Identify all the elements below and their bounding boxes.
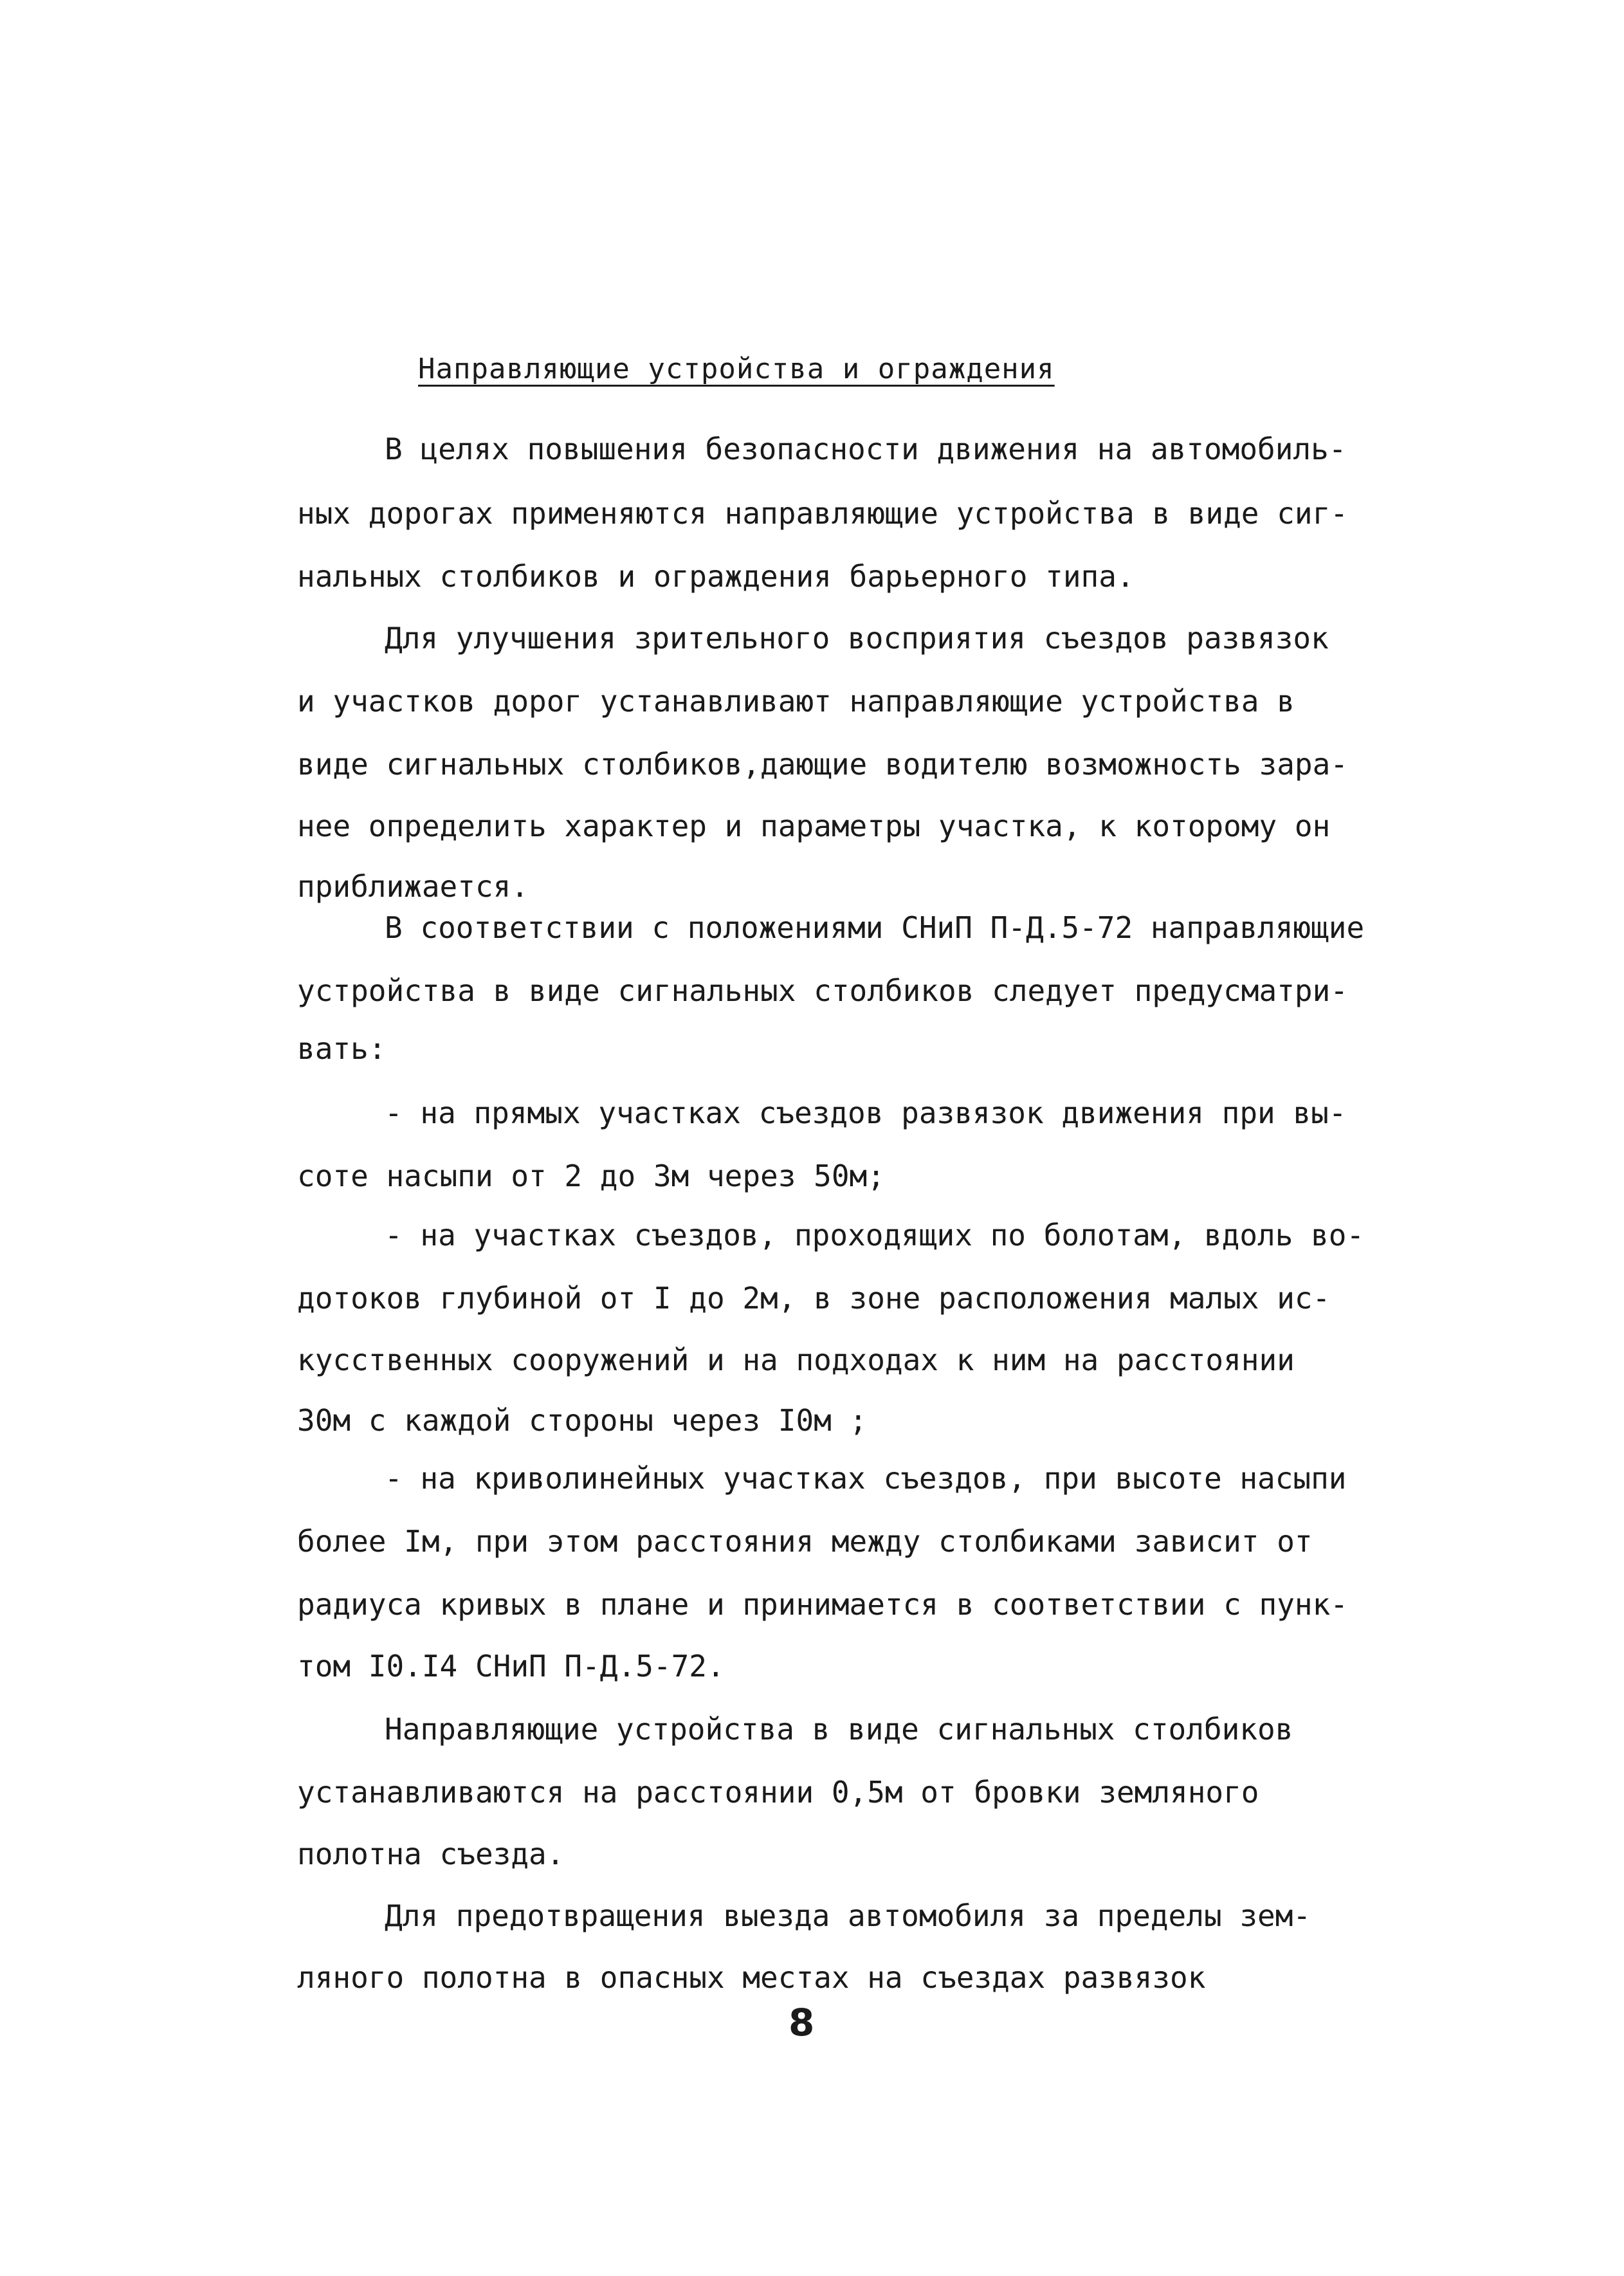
text-line: более Iм, при этом расстояния между столбиками зависит от	[297, 1524, 1313, 1559]
text-line: кусственных сооружений и на подходах к ним на расстоянии	[297, 1343, 1295, 1377]
page-number: 8	[789, 2001, 815, 2044]
text-line: устройства в виде сигнальных столбиков следует предусматри-	[297, 973, 1348, 1008]
text-line: Для предотвращения выезда автомобиля за пределы зем-	[385, 1898, 1311, 1933]
section-heading: Направляющие устройства и ограждения	[418, 353, 1055, 385]
text-line: Для улучшения зрительного восприятия съездов развязок	[385, 621, 1329, 656]
text-line: В соответствии с положениями СНиП П-Д.5-72 направляющие	[385, 910, 1365, 945]
text-line: соте насыпи от 2 до 3м через 50м;	[297, 1159, 885, 1193]
text-line: устанавливаются на расстоянии 0,5м от бровки земляного	[297, 1775, 1259, 1810]
text-line: - на прямых участках съездов развязок движения при вы-	[385, 1096, 1347, 1130]
text-line: виде сигнальных столбиков,дающие водителю возможность зара-	[297, 747, 1348, 782]
text-line: - на криволинейных участках съездов, при высоте насыпи	[385, 1461, 1347, 1496]
text-line: полотна съезда.	[297, 1837, 565, 1871]
text-line: Направляющие устройства в виде сигнальных столбиков	[385, 1712, 1293, 1747]
text-line: ляного полотна в опасных местах на съездах развязок	[297, 1960, 1206, 1995]
text-line: нее определить характер и параметры участка, к которому он	[297, 809, 1331, 843]
text-line: дотоков глубиной от I до 2м, в зоне расположения малых ис-	[297, 1281, 1331, 1316]
text-line: вать:	[297, 1031, 387, 1066]
text-line: - на участках съездов, проходящих по болотам, вдоль во-	[385, 1218, 1365, 1253]
text-line: нальных столбиков и ограждения барьерного типа.	[297, 559, 1135, 594]
text-line: приближается.	[297, 869, 529, 904]
text-line: В целях повышения безопасности движения на автомобиль-	[385, 432, 1347, 466]
text-line: 30м с каждой стороны через I0м ;	[297, 1403, 868, 1438]
text-line: радиуса кривых в плане и принимается в соответствии с пунк-	[297, 1587, 1348, 1622]
text-line: ных дорогах применяются направляющие устройства в виде сиг-	[297, 496, 1348, 531]
text-line: том I0.I4 СНиП П-Д.5-72.	[297, 1649, 725, 1684]
text-line: и участков дорог устанавливают направляющие устройства в	[297, 684, 1295, 719]
